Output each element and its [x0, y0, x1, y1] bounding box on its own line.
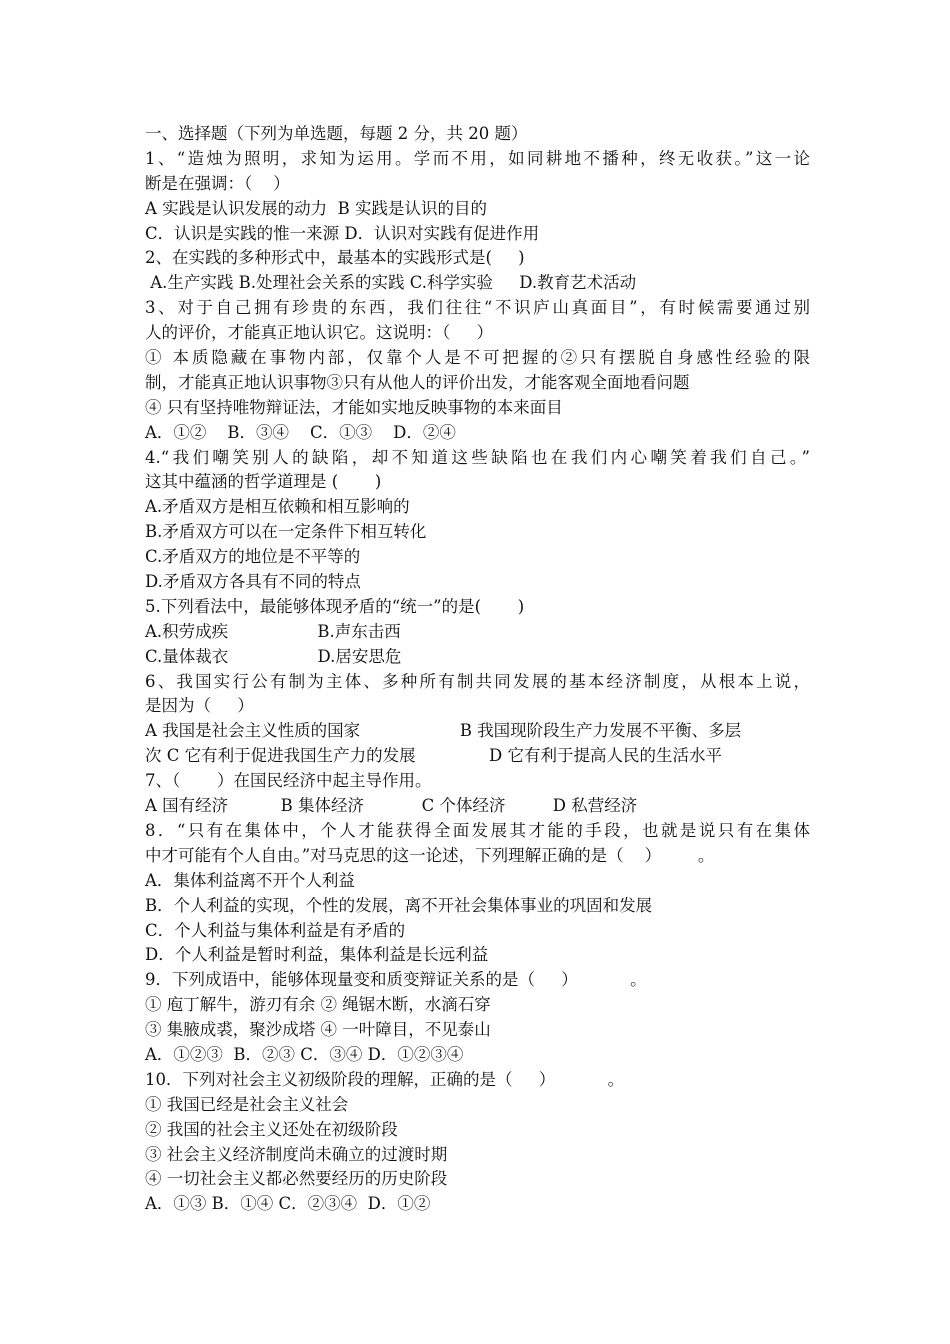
question-1-stem: 1、“造烛为照明，求知为运用。学而不用，如同耕地不播种，终无收获。”这一论: [145, 148, 810, 168]
question-9-statements-34: ③ 集腋成裘，聚沙成塔 ④ 一叶障目，不见泰山: [145, 1020, 491, 1040]
question-4-stem: 4.“我们嘲笑别人的缺陷，却不知道这些缺陷也在我们内心嘲笑着我们自己。”: [145, 447, 810, 467]
question-5-options-ab: A.积劳成疾 B.声东击西: [145, 621, 401, 641]
question-1-options-cd: C．认识是实践的惟一来源 D．认识对实践有促进作用: [145, 223, 540, 243]
question-3-statement-2: 制，才能真正地认识事物③只有从他人的评价出发，才能客观全面地看问题: [145, 372, 690, 392]
question-5-options-cd: C.量体裁衣 D.居安思危: [145, 646, 402, 666]
question-8-option-a: A．集体利益离不开个人利益: [145, 870, 355, 890]
question-8-option-d: D．个人利益是暂时利益，集体利益是长远利益: [145, 945, 489, 965]
question-1-options-ab: A 实践是认识发展的动力 B 实践是认识的目的: [145, 198, 488, 218]
question-10-statement-3: ③ 社会主义经济制度尚未确立的过渡时期: [145, 1144, 448, 1164]
question-2-stem: 2、在实践的多种形式中，最基本的实践形式是( ): [145, 248, 525, 268]
question-10-statement-4: ④ 一切社会主义都必然要经历的历史阶段: [145, 1169, 448, 1189]
question-2-options: A.生产实践 B.处理社会关系的实践 C.科学实验 D.教育艺术活动: [145, 273, 637, 293]
section-heading: 一、选择题（下列为单选题，每题 2 分，共 20 题）: [145, 124, 528, 143]
question-6-options-cd: 次 C 它有利于促进我国生产力的发展 D 它有利于提高人民的生活水平: [145, 746, 723, 766]
question-6-stem: 6、我国实行公有制为主体、多种所有制共同发展的基本经济制度，从根本上说，: [145, 671, 810, 691]
question-4-option-d: D.矛盾双方各具有不同的特点: [145, 572, 361, 592]
question-6-options-ab: A 我国是社会主义性质的国家 B 我国现阶段生产力发展不平衡、多层: [145, 721, 742, 741]
question-8-stem-cont: 中才可能有个人自由。”对马克思的这一论述，下列理解正确的是（ ） 。: [145, 845, 715, 865]
exam-document: [145, 122, 810, 1217]
question-4-stem-cont: 这其中蕴涵的哲学道理是 ( ): [145, 472, 382, 492]
question-3-stem: 3、对于自己拥有珍贵的东西，我们往往“不识庐山真面目”，有时候需要通过别: [145, 298, 810, 318]
question-7-options: A 国有经济 B 集体经济 C 个体经济 D 私营经济: [145, 796, 638, 816]
question-1-stem-cont: 断是在强调：（ ）: [145, 173, 290, 193]
question-8-option-b: B．个人利益的实现，个性的发展，离不开社会集体事业的巩固和发展: [145, 895, 653, 915]
question-4-option-a: A.矛盾双方是相互依赖和相互影响的: [145, 497, 410, 517]
question-10-options: A．①③ B．①④ C．②③④ D．①②: [145, 1194, 431, 1214]
question-9-options: A．①②③ B．②③ C．③④ D．①②③④: [145, 1044, 464, 1064]
question-8-option-c: C．个人利益与集体利益是有矛盾的: [145, 920, 406, 940]
question-10-statement-1: ① 我国已经是社会主义社会: [145, 1094, 349, 1114]
question-9-stem: 9．下列成语中，能够体现量变和质变辩证关系的是（ ） 。: [145, 970, 647, 990]
question-3-stem-cont: 人的评价，才能真正地认识它。这说明：（ ）: [145, 323, 493, 343]
question-3-statement-4: ④ 只有坚持唯物辩证法，才能如实地反映事物的本来面目: [145, 397, 563, 417]
question-5-stem: 5.下列看法中，最能够体现矛盾的“统一”的是( ): [145, 596, 525, 616]
question-9-statements-12: ① 庖丁解牛，游刃有余 ② 绳锯木断，水滴石穿: [145, 995, 491, 1015]
question-10-statement-2: ② 我国的社会主义还处在初级阶段: [145, 1119, 398, 1139]
question-4-option-b: B.矛盾双方可以在一定条件下相互转化: [145, 522, 427, 542]
question-6-stem-cont: 是因为（ ）: [145, 696, 254, 716]
question-3-options: A．①② B．③④ C．①③ D．②④: [145, 422, 456, 442]
question-8-stem: 8．“只有在集体中，个人才能获得全面发展其才能的手段，也就是说只有在集体: [145, 820, 810, 840]
question-10-stem: 10．下列对社会主义初级阶段的理解，正确的是（ ） 。: [145, 1069, 625, 1089]
question-3-statement-1: ① 本质隐藏在事物内部，仅靠个人是不可把握的②只有摆脱自身感性经验的限: [145, 348, 810, 368]
question-4-option-c: C.矛盾双方的地位是不平等的: [145, 547, 361, 567]
question-7-stem: 7、（ ）在国民经济中起主导作用。: [145, 771, 432, 791]
